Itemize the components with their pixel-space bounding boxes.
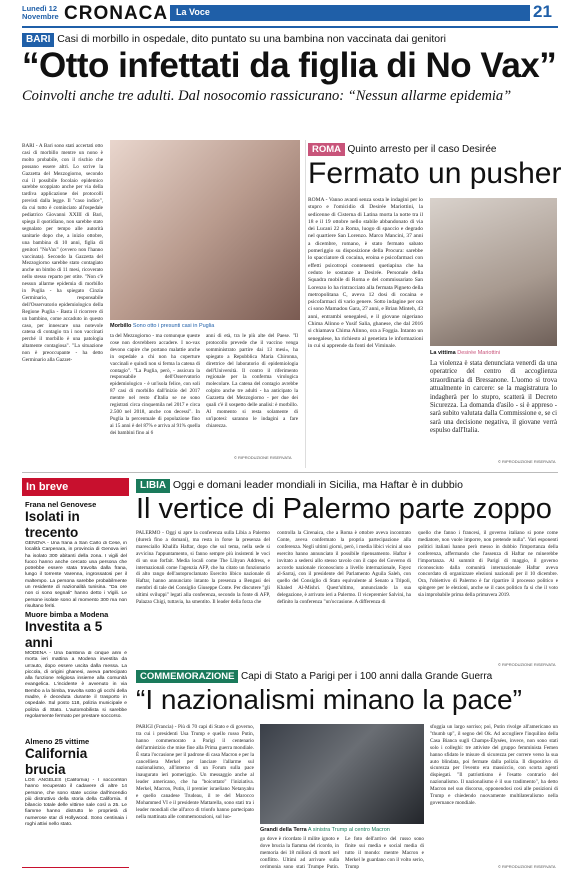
a1-subhead: Coinvolti anche tre adulti. Dal nosocomio rassicurano: “Nessun allarme epidemia” [22, 88, 512, 104]
brief-kicker: Muore bimba a Modena [25, 610, 109, 619]
a4-overline: Capi di Stato a Parigi per i 100 anni dalla Grande Guerra [240, 671, 493, 682]
a2-credit: © RIPRODUZIONE RISERVATA [498, 459, 556, 464]
a1-photo [110, 140, 300, 320]
a1-caption [110, 323, 214, 329]
a1-credit: © RIPRODUZIONE RISERVATA [234, 455, 292, 460]
brief-title-text: Isolati in trecento [25, 509, 80, 540]
brief-text: MODENA - Una bambina di cinque anni è morta ieri mattina a Modena investita da un'auto, dopo essere uscita dalla messa. La piccola, di origini ghanesi, aveva partecipato alla funzione religiosa insieme alla comunità evangelica. L'incidente è avvenuto in via Bembo a la bimba, travolta sotto gli occhi della madre, è deceduta durante il trasporto in ospedale. Sul posto 118, polizia municipale e polizia di Stato. L'automobilista si sarebbe regolarmente fermato per prestare soccorso. [25, 651, 127, 719]
a4-col2: go dove è ricordato il milite ignoto e dove brucia la fiamma del ricordo, in memoria dei 18 milioni di morti nel conflitto. Ultimi ad arrivare sulla cerimonia sono stati Trumpe Putin. Le foto dell'arrivo del russo sono finite sui media e social media di tutto il mondo: mentre Macron e Merkel le guardano con il volto serio, Trump [260, 836, 424, 870]
a2-col1: ROMA - Vanno avanti senza sosta le indagini per lo stupro e l'omicidio di Desirée Mariottini, la sedicenne di Cisterna di Latina morta la notte tra il 18 e il 19 ottobre nello stabile abbandonato di via dei Lucani 22 a Roma, luogo di spaccio e degrado nel quartiere San Lorenzo. Marco Mancini, 37 anni a dicembre, romano, è stato fermato sabato pomeriggio su disposizione della Procura: sarebbe lo spacciatore di cocaina, eroina e psicofarmaci con effetti psicotropi contenenti quetiapina che ha ceduto le sostanze a Desirée. Personale della Squadra mobile di Roma e del commissariato San Lorenzo lo ha rintracciato alla fermata Pigneto della metropolitana C, aveva 12 dosi di cocaina e psicofarmaci di vario genere. Sotto indagine per ora ci sono Mamadou Gara, 27 anni, e Brian Minteh, 43 anni, entrambi senegalesi, e il giovane nigeriano Chima Alinno e Yusif Salia, ghanese, che dal 2016 si chiamava Chima Alinno, ora a Foggia. Intanto un senegalese, ha richiesto al genetista le informazioni in cui si apprende da fonti del Viminale. [308, 197, 423, 349]
page-number: 21 [533, 2, 552, 21]
a2-overline: Quinto arresto per il caso Desirée [347, 144, 497, 155]
a4-photo-caption: A sinistra Trump al centro Macron [307, 827, 390, 833]
a2-overline-row [308, 143, 497, 156]
a3-credit: © RIPRODUZIONE RISERVATA [498, 662, 556, 667]
header-rule [22, 26, 558, 28]
a4-photo-label: Grandi della Terra [260, 827, 307, 833]
a2-caption [430, 350, 500, 356]
brief-kicker: Almeno 25 vittime [25, 737, 90, 746]
brief-item [25, 610, 127, 746]
a1-col2: ta del Mezzogiorno - ma comunque queste cose non dovrebbero accadere. I no-vax devono capire che portano malattie anche in ospedale a chi non ha coperture vaccinali e quindi non si ferma la catena di contagio". "La Puglia, però, - assicura la responsabile dell'Osservatorio epidemiologico - è un'isola felice, con soli 87 casi di morbillo dall'inizio del 2017 mentre nel resto d'Italia se ne sono registrati circa cinquemila nel 2017 e circa 2.500 nel 2018, anche con decessi". In Puglia la percentuale di popolazione fino ai 15 anni è del 87% e arriva al 91% quella dei bambini fino ai 6 [110, 333, 200, 436]
a3-overline: Oggi e domani leader mondiali in Sicilia, ma Haftar è in dubbio [172, 479, 463, 491]
a1-overline-row [22, 32, 558, 47]
a1-kicker: BARI [22, 33, 54, 47]
a2-photo [430, 198, 557, 346]
a4-overline-row [136, 670, 558, 683]
a4-photo [260, 724, 424, 824]
brief-title-text: California brucia [25, 746, 88, 777]
a1-photo-caption: Sono otto i presunti casi in Puglia [132, 323, 215, 329]
a4-credit: © RIPRODUZIONE RISERVATA [498, 864, 556, 869]
brief-item [25, 500, 127, 617]
brief-title: In breve [22, 480, 129, 496]
a4-col1: PARIGI (Francia) - Più di 70 capi di Stato e di governo, tra cui i presidenti Usa Trump e quello russo Putin, hanno commemorato a Parigi il centenario dell'armistizio che mise fine alla Prima guerra mondiale. È stata l'occasione per il padrone di casa Macron e per la cancelliera Merkel per lanciare l'allarme sul nazionalismo, all'interno di un Forum sulla pace inaugurato ieri pomeriggio. Un messaggio anche al leader americano, che ha "boicottato" l'iniziativa. Merkel, Macron, Putin, il premier israeliano Netanyahu e quello canadese Trudeau, il re del Marocco Mohammed VI e il presidente Mattarella, sono stati tra i leader mondiali che all'arco di trionfo hanno partecipato nella mattinata alle commemorazioni, sul luo- [136, 724, 254, 820]
brief-kicker: Frana nel Genovese [25, 500, 97, 509]
a2-col2: La violenza è stata denunciata venerdì da una operatrice del centro di accoglienza straordinaria di Bressanone. L'uomo si trova attualmente in carcere: se la magistratura lo indagherà per lo stupro, scatterà il Decreto Sicurezza. La domanda d'asilo - si è appreso - sarà subito valutata dalla Commissione e, se ci sarà una decisione negativa, il giovane verrà espulso dall'Italia. [430, 360, 557, 435]
section-title: CRONACA [64, 3, 169, 24]
a2-headline: Fermato un pusher [308, 157, 562, 190]
a4-caption [260, 827, 390, 833]
a4-col3: sfoggia un largo sorriso; poi, Putin rivolge all'americano un "thumb up", il segno del Ok. Ad accogliere l'inquilino della Casa Bianca sugli Champs-Élysées, invece, non sono stati solo i colleghi: tre attiviste del gruppo femminista Femen hanno sfidato le misure di sicurezza per correre verso la sua auto blindata, poi fermate dalla polizia. Il dispositivo di sicurezza per l'evento era massiccio, con scorta agenti dispiegati. "Il patriottismo è l'esatto contrario del nazionalismo. Il nazionalismo è il suo tradimento", ha detto Macron nel suo discorso, opponendosi così alle posizioni di Trump e chiedendo nuovamente multilateralismo nella governance mondiale. [430, 724, 558, 806]
brief-item [25, 737, 127, 878]
header-bar [170, 5, 530, 21]
a1-photo-label: Morbillo [110, 323, 132, 329]
a4-kicker: COMMEMORAZIONE [136, 670, 238, 683]
a1-col1: BARI - A Bari sono stati accertati otto casi di morbillo mentre un nono è molto probabile, con il rischio che possano essere altri. Lo scrive la Gazzetta del Mezzogiorno, secondo cui il possibile focolaio epidemico sarebbe scoppiato anche per via della tardiva applicazione dei protocolli previsti dalla legge. Il "caso indice", da cui tutto è cominciato all'ospedale pediatrico Giovanni XXIII di Bari, spiega il quotidiano, non sarebbe stato segnalato per tempo alle autorità sanitarie dopo che, a inizio ottobre, una bambina di 10 anni, figlia di genitori "NoVax" (ovvero non l'hanno vaccinata). Secondo la Gazzetta del Mezzogiorno sarebbe stato contagiato anche un bimbo di 11 mesi, ricoverato nello stesso reparto per otite. "Non c'è nessun allarme epidemia di morbillo in Puglia - ha spiegato Cinzia Germinario, responsabile dell'Osservatorio epidemiologico della Regione Puglia - Basta il ricorrere di un bambino, come accaduto in questo caso, per innescare una notevole catena di contagio tra i non vaccinati perché il morbillo è una patologia altamente contagiosa". "La situazione non è preoccupante - ha detto Germinario alla Gazzet- [22, 143, 103, 364]
brief-text: LOS ANGELES (California) - I soccorritori hanno recuperato il cadavere di altre 14 persone, che sono state uccise dall'incendio più distruttivo della storia della California. Il bilancio totale delle vittime sale così a 25. Le fiamme hanno distrutto le proprietà di numerose star di Hollywood. Sono centinaia i roghi attivi nello stato. [25, 778, 127, 828]
brief-text: GENOVA - Una frana a San Carlo di Cese, in località Carpenara, in provincia di Genova ieri ha isolato 300 abitanti della zona. I vigili del fuoco hanno anche cercato una persona che potrebbe essere stata travolta dalla frana, lungo il torrente Varenna, ingrossatosi per il maltempo. La persona sarebbe probabilmente un residente di nazionalità tunisina. "Da ore non ci sono segnali" hanno detto i Vigili. Le persone isolate sono al momento 300 ma non risultano feriti. [25, 541, 127, 609]
a4-headline: “I nazionalismi minano la pace” [136, 684, 522, 715]
a3-overline-row [136, 478, 558, 493]
a3-col2: controlla la Cirenaica, che a Roma è ottobre aveva incontrato Conte, aveva confermato la propria partecipazione alla conferenza. Negli ultimi giorni, però, i media libici vicini al suo esercito hanno annunciato il possibile ripensamento. Haftar è invitato a sedersi allo stesso tavolo con il capo del Governo di accordo nazionale riconosciuto a livello internazionale, Fayez al-Sarraj, con il presidente del Parlamento Aguila Saleh, con quello del Consiglio di Stato equivalente al Senato a Tripoli, Khaled Al-Mishri. Quest'ultimo, annunciando la sua delegazione, è arrivato ieri a Palermo. Il vicepremier Salvini, ha definito la conferenza "un'occasione. A differenza di [277, 530, 411, 606]
a2-photo-label: La vittima [430, 350, 456, 356]
header-day: Lunedì 12 [22, 4, 58, 13]
a2-photo-caption: Desirée Mariottini [457, 350, 501, 356]
a2-kicker: ROMA [308, 143, 345, 156]
a3-col3: quello che fanno i francesi, il governo italiano si pone come mediatore, non vuole imporre, non pretende nulla". Vari esponenti politici italiani hanno però messo in dubbio l'importanza della conferenza, affermando che l'assenza di Haftar ne minerebbe l'importanza. Al summit di Parigi di maggio, il governo riconosciuto dalla comunità internazionale Haftar aveva concordato di organizzare elezioni nazionali per il 10 dicembre. Ora, l'obiettivo di Palermo è far ripartire il processo politico e spingere per le elezioni, anche se il caos politico fa sì che il voto sia improbabile prima della primavera 2019. [418, 530, 558, 599]
header-month: Novembre [22, 12, 59, 21]
a3-kicker: LIBIA [136, 479, 170, 493]
brief-title-text: Investita a 5 anni [25, 619, 103, 650]
a1-headline: “Otto infettati da figlia di No Vax” [22, 46, 557, 85]
a1-overline: Casi di morbillo in ospedale, dito puntato su una bambina non vaccinata dai genitori [57, 33, 446, 45]
a3-headline: Il vertice di Palermo parte zoppo [136, 493, 552, 525]
header-date [22, 5, 59, 21]
paper-name: La Voce [176, 7, 210, 17]
a3-col1: PALERMO - Oggi si apre la conferenza sulla Libia a Palermo (durerà fino a domani), ma resta in forse la presenza del maresciallo Khalifa Haftar, dopo che sul tema, nella sede si avvicina l'appuntamento, si fanno sempre più insistenti le voci di un suo forfait. Media locali come The Libyan Address, e internazionali come l'agenzia AFP, che ha citato un funzionario di alto rango dell'autoproclamato Esercito libico nazionale di Haftar, hanno annunciato intanto la presenza a Bengasi dei membri di tale del Consiglio Giuseppe Conte. Per discutere "gli ultimi sviluppi" legati alla conferenza, secondo la fonte di AFP, Palazzo Chigi, tuttavia, ha smentito. Il leader della forza che [136, 530, 270, 606]
a1-col3: anni di età, tra le più alte del Paese. "Il protocollo prevede che il vaccino venga somministrato partire dai 13 mesi», ha spiegato a Repubblica Maria Chironna, direttrice del laboratorio di epidemiologia dell'Università. Il contro il riferimento regionale per la conferma virologica molecolare. La catena del contagio avrebbe colpito anche tre adulti - ha anticipato la Gazzetta del Mezzogiorno - per due dei quali c'è il sospetto delle analisi: è morbillo. Al momento si resta solamente di un'ipotesi: saranno le indagini a fare chiarezza. [206, 333, 298, 429]
divider [22, 472, 558, 473]
